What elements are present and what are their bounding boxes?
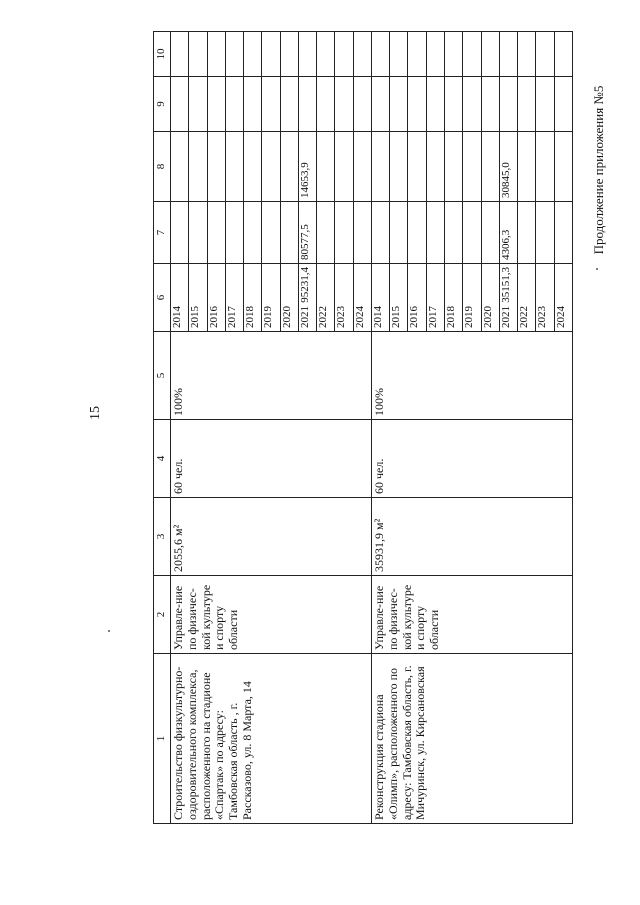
amount-cell-c8 <box>554 132 572 202</box>
total-amount: 95231,4 <box>298 267 311 303</box>
amount-cell-c10 <box>244 32 262 77</box>
facility-capacity: 60 чел. <box>171 420 372 498</box>
amount-cell-c9 <box>262 77 280 132</box>
amount-cell-c7 <box>317 202 335 264</box>
amount-cell-c9 <box>426 77 444 132</box>
amount-cell-c10 <box>444 32 462 77</box>
amount-cell-c9 <box>408 77 426 132</box>
year-cell: 2016 <box>408 264 426 332</box>
amount-cell-c8 <box>280 132 298 202</box>
column-number: 10 <box>154 32 171 77</box>
amount-cell-c10 <box>317 32 335 77</box>
year-cell: 2014 <box>371 264 389 332</box>
year-cell: 2015 <box>390 264 408 332</box>
facility-area: 35931,9 м² <box>371 498 572 576</box>
readiness-percent: 100% <box>171 332 372 420</box>
amount-cell-c7 <box>262 202 280 264</box>
year-cell: 2020 <box>280 264 298 332</box>
year-cell: 2019 <box>262 264 280 332</box>
column-number: 2 <box>154 576 171 654</box>
amount-cell-c7 <box>371 202 389 264</box>
scan-speck <box>596 268 598 270</box>
amount-cell-c10 <box>171 32 189 77</box>
column-number-row <box>154 32 171 824</box>
amount-cell-c7 <box>554 202 572 264</box>
year-cell: 2020 <box>481 264 499 332</box>
amount-cell-c7: 80577,5 <box>298 202 316 264</box>
amount-cell-c9 <box>353 77 371 132</box>
amount-cell-c7 <box>463 202 481 264</box>
year-cell: 2021 95231,4 <box>298 264 316 332</box>
amount-cell-c10 <box>262 32 280 77</box>
amount-cell-c7 <box>426 202 444 264</box>
column-number: 4 <box>154 420 171 498</box>
amount-cell-c10 <box>371 32 389 77</box>
amount-cell-c8 <box>390 132 408 202</box>
amount-cell-c8: 30845,0 <box>499 132 517 202</box>
year-cell: 2018 <box>244 264 262 332</box>
amount-cell-c7 <box>444 202 462 264</box>
rotated-table-container <box>153 32 573 824</box>
amount-cell-c10 <box>280 32 298 77</box>
amount-cell-c8 <box>463 132 481 202</box>
year-cell: 2024 <box>353 264 371 332</box>
amount-cell-c9 <box>390 77 408 132</box>
amount-cell-c8 <box>189 132 207 202</box>
amount-cell-c9 <box>481 77 499 132</box>
amount-cell-c10 <box>463 32 481 77</box>
amount-cell-c10 <box>225 32 243 77</box>
amount-cell-c8 <box>353 132 371 202</box>
year-cell: 2023 <box>335 264 353 332</box>
amount-cell-c8 <box>371 132 389 202</box>
amount-cell-c9 <box>335 77 353 132</box>
amount-cell-c7 <box>390 202 408 264</box>
year-cell: 2014 <box>171 264 189 332</box>
amount-cell-c8 <box>207 132 225 202</box>
amount-cell-c8 <box>317 132 335 202</box>
amount-cell-c8 <box>262 132 280 202</box>
investment-table-frame <box>153 32 573 824</box>
year-cell: 2018 <box>444 264 462 332</box>
amount-cell-c9 <box>207 77 225 132</box>
year-cell: 2022 <box>317 264 335 332</box>
amount-cell-c8 <box>335 132 353 202</box>
investment-table <box>153 31 573 824</box>
amount-cell-c9 <box>317 77 335 132</box>
amount-cell-c10 <box>536 32 554 77</box>
year-cell: 2022 <box>518 264 536 332</box>
amount-cell-c9 <box>244 77 262 132</box>
amount-cell-c7: 4306,3 <box>499 202 517 264</box>
amount-cell-c10 <box>554 32 572 77</box>
year-cell: 2016 <box>207 264 225 332</box>
amount-cell-c10 <box>353 32 371 77</box>
table-body <box>171 32 573 824</box>
readiness-percent: 100% <box>371 332 572 420</box>
amount-cell-c10 <box>426 32 444 77</box>
amount-cell-c7 <box>408 202 426 264</box>
amount-cell-c9 <box>298 77 316 132</box>
column-number: 7 <box>154 202 171 264</box>
amount-cell-c8 <box>225 132 243 202</box>
year-cell: 2023 <box>536 264 554 332</box>
amount-cell-c8: 14653,9 <box>298 132 316 202</box>
amount-cell-c7 <box>189 202 207 264</box>
year-cell: 2017 <box>225 264 243 332</box>
project-name: Реконструкция стадиона «Олимп», расположенного по адресу: Тамбовская область, г. Мичуринск, ул. Кирсановская <box>371 654 572 824</box>
facility-capacity: 60 чел. <box>371 420 572 498</box>
amount-cell-c7 <box>481 202 499 264</box>
column-number: 9 <box>154 77 171 132</box>
amount-cell-c10 <box>390 32 408 77</box>
year-row <box>371 32 389 824</box>
year-cell: 2015 <box>189 264 207 332</box>
column-number: 8 <box>154 132 171 202</box>
amount-cell-c8 <box>444 132 462 202</box>
column-number: 6 <box>154 264 171 332</box>
year-cell: 2021 35151,3 <box>499 264 517 332</box>
amount-cell-c8 <box>426 132 444 202</box>
amount-cell-c9 <box>518 77 536 132</box>
year-row <box>171 32 189 824</box>
amount-cell-c9 <box>280 77 298 132</box>
amount-cell-c7 <box>171 202 189 264</box>
amount-cell-c7 <box>225 202 243 264</box>
amount-cell-c10 <box>298 32 316 77</box>
amount-cell-c10 <box>518 32 536 77</box>
responsible-agency: Управле-ние по физичес-кой культуре и спорту области <box>171 576 372 654</box>
amount-cell-c10 <box>408 32 426 77</box>
amount-cell-c7 <box>244 202 262 264</box>
amount-cell-c7 <box>536 202 554 264</box>
amount-cell-c7 <box>353 202 371 264</box>
amount-cell-c8 <box>536 132 554 202</box>
amount-cell-c8 <box>481 132 499 202</box>
amount-cell-c8 <box>408 132 426 202</box>
amount-cell-c9 <box>499 77 517 132</box>
amount-cell-c7 <box>518 202 536 264</box>
amount-cell-c9 <box>463 77 481 132</box>
amount-cell-c9 <box>536 77 554 132</box>
project-name: Строительство физкультурно-оздоровительного комплекса, расположенного на стадионе «Спартак» по адресу: Тамбовская область , г. Рассказово, ул. 8 Марта, 14 <box>171 654 372 824</box>
amount-cell-c10 <box>481 32 499 77</box>
page-number: 15 <box>88 406 103 420</box>
column-number: 5 <box>154 332 171 420</box>
amount-cell-c10 <box>189 32 207 77</box>
total-amount: 35151,3 <box>499 267 512 303</box>
column-number: 1 <box>154 654 171 824</box>
amount-cell-c8 <box>171 132 189 202</box>
amount-cell-c10 <box>335 32 353 77</box>
amount-cell-c9 <box>371 77 389 132</box>
amount-cell-c7 <box>335 202 353 264</box>
scan-speck <box>108 630 110 632</box>
year-cell: 2019 <box>463 264 481 332</box>
amount-cell-c7 <box>280 202 298 264</box>
amount-cell-c9 <box>189 77 207 132</box>
amount-cell-c8 <box>518 132 536 202</box>
amount-cell-c10 <box>207 32 225 77</box>
amount-cell-c8 <box>244 132 262 202</box>
amount-cell-c9 <box>225 77 243 132</box>
amount-cell-c9 <box>444 77 462 132</box>
year-cell: 2017 <box>426 264 444 332</box>
amount-cell-c9 <box>554 77 572 132</box>
responsible-agency: Управле-ние по физичес-кой культуре и спорту области <box>371 576 572 654</box>
facility-area: 2055,6 м² <box>171 498 372 576</box>
amount-cell-c7 <box>207 202 225 264</box>
amount-cell-c9 <box>171 77 189 132</box>
amount-cell-c10 <box>499 32 517 77</box>
column-number: 3 <box>154 498 171 576</box>
year-cell: 2024 <box>554 264 572 332</box>
